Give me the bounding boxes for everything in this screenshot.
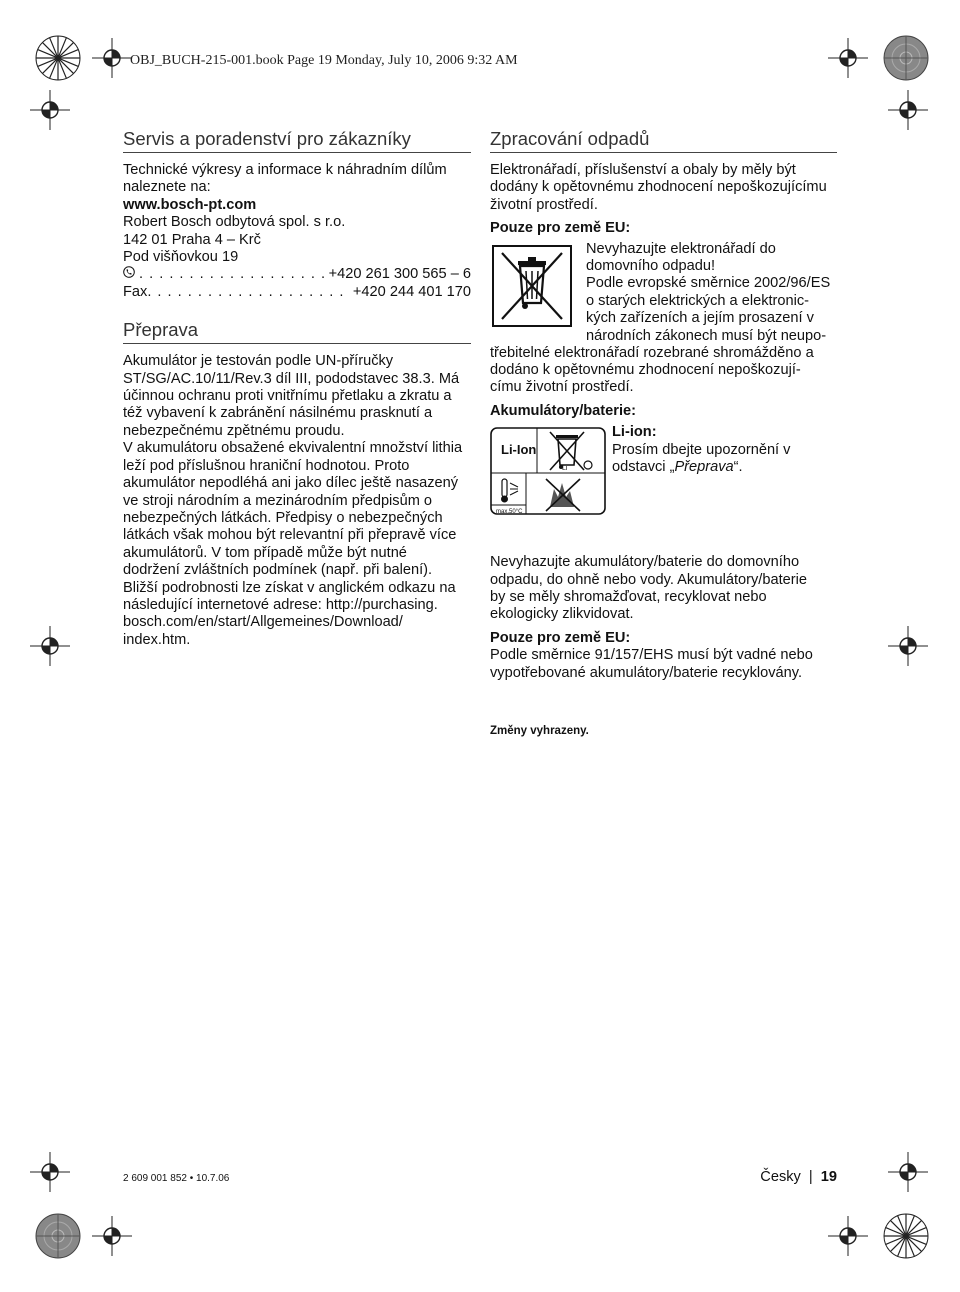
transport-reference: Přeprava <box>674 459 734 476</box>
weee-line: domovního odpadu! <box>586 258 716 275</box>
registration-mark-bottom-left <box>18 1196 98 1276</box>
crosshair-mark-upper-left <box>30 90 70 130</box>
footer-separator: | <box>808 1169 813 1185</box>
battery-line: Nevyhazujte akumulátory/baterie do domovního <box>490 554 800 571</box>
crosshair-mark-middle-right <box>888 626 928 666</box>
page-footer <box>760 1169 837 1185</box>
fax-label: Fax <box>123 283 148 300</box>
weee-line: Nevyhazujte elektronářadí do <box>586 240 776 257</box>
disposal-section-title: Zpracování odpadů <box>490 128 650 149</box>
transport-line: Akumulátor je testován podle UN-příručky <box>123 353 394 370</box>
crosshair-mark-bottom-left <box>92 1216 132 1256</box>
battery-line: odpadu, do ohně nebo vody. Akumulátory/baterie <box>490 571 807 588</box>
transport-line: nebezpečnému zpětnému proudu. <box>123 422 345 439</box>
address-line: 142 01 Praha 4 – Krč <box>123 231 261 248</box>
transport-line: ve stroji národním a mezinárodním předpisům o <box>123 492 433 509</box>
company-name: Robert Bosch odbytová spol. s r.o. <box>123 214 346 231</box>
right-column <box>490 128 837 682</box>
transport-line: V akumulátoru obsažené ekvivalentní množství lithia <box>123 440 463 457</box>
weee-line: třebitelné elektronářadí rozebrané shromážděno a <box>490 344 814 361</box>
transport-line: index.htm. <box>123 631 191 648</box>
battery-block <box>490 424 837 554</box>
service-section-title: Servis a poradenství pro zákazníky <box>123 128 411 149</box>
eu-heading: Pouze pro země EU: <box>490 629 631 646</box>
disposal-intro-line: Elektronářadí, příslušenství a obaly by měly být <box>490 162 796 178</box>
transport-line: bosch.com/en/start/Allgemeines/Download/ <box>123 614 403 631</box>
transport-line: Bližší podrobnosti lze získat v anglickém odkazu na <box>123 579 456 596</box>
eu-heading: Pouze pro země EU: <box>490 220 631 237</box>
weee-line: o starých elektrických a elektronic- <box>586 292 810 309</box>
fax-row <box>123 284 471 301</box>
transport-line: následující internetové adrese: http://purchasing. <box>123 596 438 613</box>
crosshair-mark-middle-left <box>30 626 70 666</box>
li-bin-label: Li <box>562 465 568 473</box>
crossed-out-bin-icon <box>492 245 572 327</box>
page-number: 19 <box>820 1169 837 1185</box>
battery-heading: Akumulátory/baterie: <box>490 402 636 419</box>
section-rule <box>123 343 471 344</box>
li-ion-icon-label: Li-Ion <box>501 442 537 458</box>
document-code: 2 609 001 852 • 10.7.06 <box>123 1173 230 1184</box>
transport-line: akumulátor nepodléhá ani jako dílec ještě nasazený <box>123 475 459 492</box>
weee-line: Podle evropské směrnice 2002/96/ES <box>586 275 831 292</box>
crosshair-mark-top-left <box>92 38 132 78</box>
registration-mark-top-right <box>866 18 946 98</box>
transport-line: látkách však mohou být relevantní při přepravě více <box>123 527 457 544</box>
service-intro-line: naleznete na: <box>123 179 211 196</box>
li-ion-note: Prosím dbejte upozornění v <box>612 441 791 458</box>
left-column <box>123 128 471 649</box>
weee-line: národních zákonech musí být neupo- <box>586 327 827 344</box>
leader-dots <box>147 284 349 301</box>
transport-line: účinnou ochranu proti vnitřnímu přetlaku a zkratu a <box>123 388 452 405</box>
section-rule <box>490 152 837 153</box>
book-slug-header: OBJ_BUCH-215-001.book Page 19 Monday, July 10, 2006 9:32 AM <box>130 53 518 68</box>
transport-section-title: Přeprava <box>123 319 199 341</box>
weee-line: címu životní prostředí. <box>490 379 634 396</box>
language-label: Česky <box>760 1169 801 1185</box>
battery-line: ekologicky zlikvidovat. <box>490 606 634 623</box>
leader-dots <box>139 266 325 283</box>
section-rule <box>123 152 471 153</box>
phone-number: +420 261 300 565 – 6 <box>328 266 471 283</box>
phone-row <box>123 266 471 283</box>
address-line: Pod višňovkou 19 <box>123 249 239 266</box>
registration-mark-bottom-right <box>866 1196 946 1276</box>
transport-line: dodržení zvláštních podmínek (např. při balení). <box>123 562 433 579</box>
transport-line: akumulátorů. V tom případě může být nutné <box>123 544 407 561</box>
crosshair-mark-upper-right <box>888 90 928 130</box>
crosshair-mark-bottom-right <box>828 1216 868 1256</box>
disposal-intro-line: dodány k opětovnému zhodnocení nepoškozujícímu <box>490 179 827 196</box>
transport-line: též vybavení k zabránění násilnému prasknutí a <box>123 405 433 422</box>
disposal-intro-line: životní prostředí. <box>490 196 598 213</box>
li-ion-note-suffix: “. <box>733 459 743 476</box>
li-ion-heading: Li-ion: <box>612 424 657 441</box>
weee-line: kých zařízeních a jejím prosazení v <box>586 310 814 327</box>
transport-line: leží pod příslušnou hraniční hodnotou. Proto <box>123 457 410 474</box>
transport-line: ST/SG/AC.10/11/Rev.3 díl III, pododstavec 38.3. Má <box>123 370 460 387</box>
service-url[interactable]: www.bosch-pt.com <box>123 196 257 213</box>
registration-mark-top-left <box>18 18 98 98</box>
crosshair-mark-top-right <box>828 38 868 78</box>
li-ion-note <box>612 459 838 476</box>
fax-number: +420 244 401 170 <box>352 283 471 300</box>
li-ion-note-prefix: odstavci „ <box>612 459 675 476</box>
battery-line: by se měly shromažďovat, recyklovat nebo <box>490 589 767 606</box>
phone-icon <box>123 266 139 283</box>
crosshair-mark-lower-left <box>30 1152 70 1192</box>
directive-line: Podle směrnice 91/157/EHS musí být vadné nebo <box>490 647 813 664</box>
transport-line: nebezpečných látkách. Předpisy o nebezpečných <box>123 509 443 526</box>
service-intro-line: Technické výkresy a informace k náhradním dílům <box>123 162 447 178</box>
changes-reserved-note: Změny vyhrazeny. <box>490 725 589 737</box>
transport-text <box>123 353 471 649</box>
directive-line: vypotřebované akumulátory/baterie recyklovány. <box>490 664 803 681</box>
weee-line: dodáno k opětovnému zhodnocení nepoškozují- <box>490 362 801 379</box>
temperature-label: max.50°C <box>496 509 523 516</box>
crosshair-mark-lower-right <box>888 1152 928 1192</box>
weee-block <box>490 241 837 345</box>
